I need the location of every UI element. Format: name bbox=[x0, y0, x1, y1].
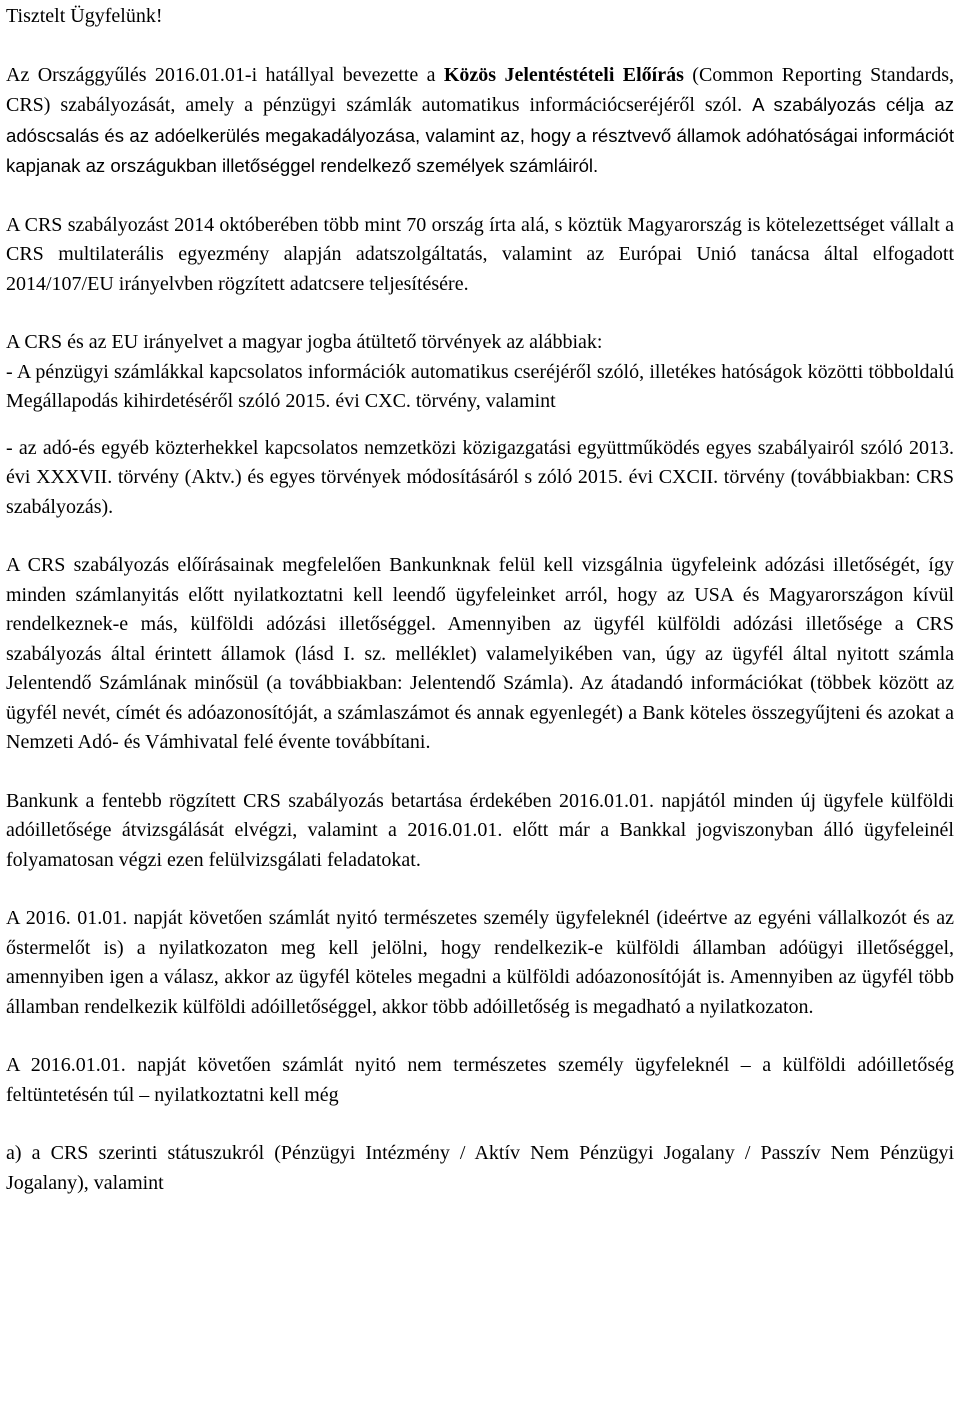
spacer bbox=[6, 1110, 954, 1139]
paragraph-laws-intro: A CRS és az EU irányelvet a magyar jogba átültető törvények az alábbiak: bbox=[6, 331, 603, 353]
paragraph-intro-purpose: A szabályozás célja az adóscsalás és az adóelkerülés megakadályozása, valamint az, hogy a résztvevő államok adóhatóságai információt kapjanak az országukban illetőséggel rendelkező személyek számláiról. bbox=[6, 94, 955, 176]
spacer bbox=[6, 758, 954, 787]
spacer bbox=[6, 182, 954, 211]
paragraph-intro-text: Az Országgyűlés 2016.01.01-i hatállyal bevezette a bbox=[6, 63, 444, 86]
paragraph-natural-persons: A 2016. 01.01. napját követően számlát nyitó természetes személy ügyfeleknél (ideértve az egyéni vállalkozót és az őstermelőt is) a nyilatkozaton meg kell jelölni, hogy rendelkezik-e külföldi államban adóügyi illetőséggel, amennyiben igen a válasz, akkor az ügyfél köteles megadni a külföldi adóazonosítóját is. Amennyiben az ügyfél több államban rendelkezik külföldi adóilletőséggel, akkor több adóilletőség is megadható a nyilatkozaton. bbox=[6, 907, 954, 1018]
paragraph-intro-text-cont: (Common Reporting Standards, CRS) szabályozását, amely a pénzügyi számlák automatikus információcseréjéről szól. bbox=[6, 63, 955, 116]
spacer bbox=[6, 417, 954, 434]
paragraph-intro bbox=[6, 61, 954, 182]
law-item-1: - A pénzügyi számlákkal kapcsolatos információk automatikus cseréjéről szóló, illetékes hatóságok közötti többoldalú Megállapodás kihirdetéséről szóló 2015. évi CXC. törvény, valamint bbox=[6, 360, 954, 412]
greeting: Tisztelt Ügyfelünk! bbox=[6, 5, 163, 27]
spacer bbox=[6, 32, 954, 61]
spacer bbox=[6, 875, 954, 904]
paragraph-legal-entities: A 2016.01.01. napját követően számlát nyitó nem természetes személy ügyfeleknél – a külföldi adóilletőség feltüntetésén túl – nyilatkoztatni kell még bbox=[6, 1054, 954, 1106]
paragraph-bank-review: Bankunk a fentebb rögzített CRS szabályozás betartása érdekében 2016.01.01. napjától minden új ügyfele külföldi adóilletősége átvizsgálását elvégzi, valamint a 2016.01.01. előtt már a Bankkal jogviszonyban álló ügyfeleinél folyamatosan végzi ezen felülvizsgálati feladatokat. bbox=[6, 789, 954, 871]
paragraph-intro-bold-term: Közös Jelentéstételi Előírás bbox=[443, 63, 684, 86]
paragraph-review: A CRS szabályozás előírásainak megfelelően Bankunknak felül kell vizsgálnia ügyfeleink adózási illetőségét, így minden számlanyitás előtt nyilatkoztatni kell leendő ügyfeleinket arról, hogy az USA és Magyarországon kívül rendelkeznek-e más, külföldi adózási illetőséggel. Amennyiben az ügyfél külföldi adózási illetősége a CRS szabályozás által érintett államok (lásd I. sz. melléklet) valamelyikében van, úgy az ügyfél által nyitott számla Jelentendő Számlának minősül (a továbbiakban: Jelentendő Számla). Az átadandó információkat (többek között az ügyfél nevét, címét és adóazonosítóját, a számlaszámot és annak egyenlegét) a Bank köteles összegyűjteni és azokat a Nemzeti Adó- és Vámhivatal felé évente továbbítani. bbox=[6, 554, 954, 753]
law-item-2: - az adó-és egyéb közterhekkel kapcsolatos nemzetközi közigazgatási együttműködés egyes szabályairól szóló 2013. évi XXXVII. törvény (Aktv.) és egyes törvények módosításáról s zóló 2015. évi CXCII. törvény (továbbiakban: CRS szabályozás). bbox=[6, 436, 954, 518]
spacer bbox=[6, 522, 954, 551]
spacer bbox=[6, 1022, 954, 1051]
paragraph-status-item-a: a) a CRS szerinti státuszukról (Pénzügyi Intézmény / Aktív Nem Pénzügyi Jogalany / Passzív Nem Pénzügyi Jogalany), valamint bbox=[6, 1142, 954, 1194]
spacer bbox=[6, 299, 954, 328]
paragraph-signing: A CRS szabályozást 2014 októberében több mint 70 ország írta alá, s köztük Magyarország is kötelezettséget vállalt a CRS multilaterális egyezmény alapján adatszolgáltatás, valamint az Európai Unió tanácsa által elfogadott 2014/107/EU irányelvben rögzített adatcsere teljesítésére. bbox=[6, 213, 954, 295]
